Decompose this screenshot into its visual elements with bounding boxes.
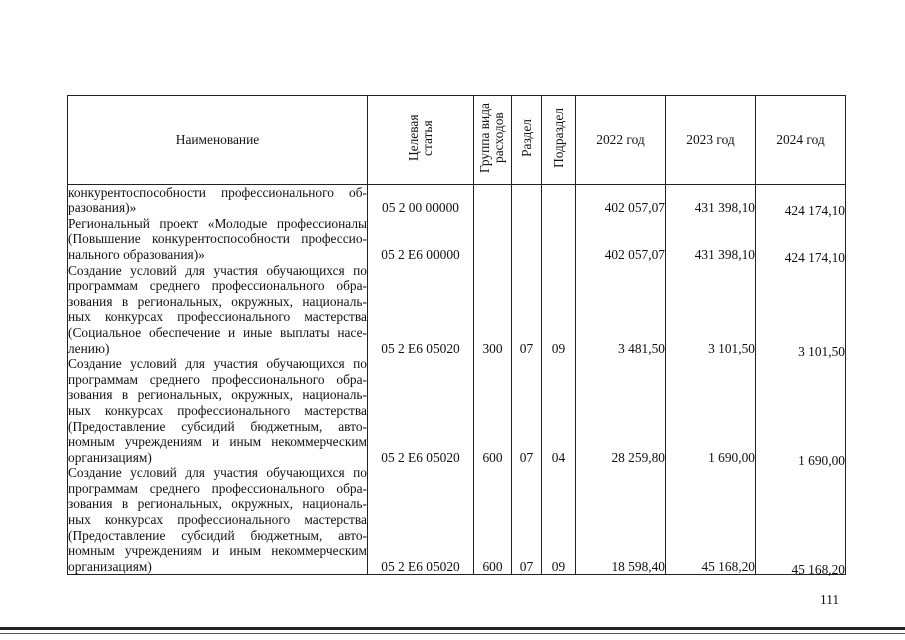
row-target-article [368, 184, 474, 216]
row-expense-group [474, 184, 512, 216]
header-expense-group [474, 96, 512, 185]
row-amount-2022 [576, 465, 666, 575]
header-name: Наименование [68, 96, 368, 185]
row-name-line: программам среднего профессионального обра- [68, 278, 367, 294]
bottom-scan-edge-thin [0, 633, 905, 634]
row-amount-2024-value: 424 174,10 [784, 249, 845, 265]
row-target-article-value: 05 2 E6 00000 [381, 246, 460, 262]
row-section-value: 07 [519, 449, 534, 465]
row-target-article [368, 216, 474, 263]
table-row [68, 216, 846, 263]
row-name-line: нального образования)» [68, 246, 205, 262]
row-amount-2023-value: 1 690,00 [708, 449, 755, 465]
row-name-line: ных конкурсах профессионального мастерства [68, 512, 367, 528]
header-subsection [542, 96, 576, 185]
row-name [68, 465, 368, 575]
row-name-line: номным учреждениям и иным некоммерческим [68, 543, 367, 559]
row-name-line: зования в региональных, окружных, националь- [68, 496, 367, 512]
row-amount-2023 [666, 263, 756, 357]
row-name-line: разования)» [68, 200, 137, 216]
row-name-line: зования в региональных, окружных, националь- [68, 293, 367, 309]
row-amount-2024 [756, 465, 846, 575]
row-target-article-value: 05 2 E6 05020 [381, 558, 460, 574]
header-2024: 2024 год [756, 96, 846, 185]
row-target-article [368, 263, 474, 357]
row-section [512, 216, 542, 263]
row-section [512, 184, 542, 216]
row-expense-group [474, 216, 512, 263]
row-name-line: программам среднего профессионального обра- [68, 371, 367, 387]
row-amount-2024-value: 424 174,10 [784, 203, 845, 219]
row-expense-group [474, 465, 512, 575]
row-expense-group-value: 300 [482, 340, 503, 356]
row-target-article-value: 05 2 E6 05020 [381, 340, 460, 356]
table-row [68, 184, 846, 216]
row-name-line: (Повышение конкурентоспособности профессио- [68, 231, 367, 247]
row-amount-2023 [666, 465, 756, 575]
row-name-line: (Предоставление субсидий бюджетным, авто- [68, 418, 367, 434]
row-name-line: программам среднего профессионального обра- [68, 480, 367, 496]
row-amount-2023-value: 45 168,20 [701, 558, 755, 574]
row-amount-2023 [666, 216, 756, 263]
row-section [512, 465, 542, 575]
row-amount-2024 [756, 356, 846, 468]
page-number: 111 [820, 592, 840, 607]
row-name-line: номным учреждениям и иным некоммерческим [68, 434, 367, 450]
row-amount-2023-value: 3 101,50 [708, 340, 755, 356]
row-name [68, 184, 368, 216]
row-subsection [542, 263, 576, 357]
row-subsection [542, 356, 576, 465]
row-subsection [542, 465, 576, 575]
row-subsection-value: 04 [551, 449, 566, 465]
row-name-line: Создание условий для участия обучающихся по [68, 465, 367, 481]
row-target-article [368, 465, 474, 575]
row-subsection-value: 09 [551, 558, 566, 574]
row-amount-2024-value: 1 690,00 [798, 452, 845, 468]
row-name [68, 263, 368, 357]
row-target-article-value: 05 2 E6 05020 [381, 449, 460, 465]
row-name-line: ных конкурсах профессионального мастерства [68, 402, 367, 418]
row-section-value: 07 [519, 558, 534, 574]
row-amount-2022-value: 402 057,07 [604, 200, 665, 216]
row-name [68, 356, 368, 465]
header-subsection-text: Подраздел [550, 108, 566, 168]
row-name-line: (Предоставление субсидий бюджетным, авто- [68, 527, 367, 543]
row-name-line: лению) [68, 340, 110, 356]
row-target-article-value: 05 2 00 00000 [382, 200, 459, 216]
row-amount-2024 [756, 263, 846, 357]
row-amount-2023-value: 431 398,10 [694, 246, 755, 262]
row-section [512, 263, 542, 357]
row-expense-group [474, 263, 512, 357]
row-subsection-value: 09 [551, 340, 566, 356]
row-name-line: конкурентоспособности профессионального об- [68, 184, 367, 200]
bottom-scan-edge [0, 627, 905, 630]
row-section [512, 356, 542, 465]
table-row [68, 465, 846, 575]
row-expense-group-value: 600 [482, 449, 503, 465]
row-amount-2024 [756, 184, 846, 219]
row-name [68, 216, 368, 263]
row-amount-2022-value: 3 481,50 [618, 340, 665, 356]
row-amount-2023-value: 431 398,10 [694, 200, 755, 216]
row-subsection [542, 184, 576, 216]
row-amount-2022 [576, 184, 666, 216]
row-amount-2022-value: 402 057,07 [604, 246, 665, 262]
header-2023: 2023 год [666, 96, 756, 185]
row-amount-2023 [666, 356, 756, 465]
row-amount-2024-value: 45 168,20 [791, 561, 845, 577]
header-section [512, 96, 542, 185]
row-amount-2022-value: 28 259,80 [611, 449, 665, 465]
row-expense-group [474, 356, 512, 465]
row-amount-2024 [756, 216, 846, 263]
row-name-line: организациям) [68, 558, 152, 574]
header-expense-group-text: Группа вида расходов [476, 103, 506, 173]
row-amount-2022 [576, 263, 666, 357]
row-name-line: Создание условий для участия обучающихся по [68, 356, 367, 372]
row-amount-2022 [576, 216, 666, 263]
row-name-line: (Социальное обеспечение и иные выплаты насе- [68, 324, 367, 340]
row-target-article [368, 356, 474, 465]
row-name-line: Создание условий для участия обучающихся по [68, 262, 367, 278]
table-body [68, 184, 846, 575]
row-name-line: организациям) [68, 449, 152, 465]
row-name-line: ных конкурсах профессионального мастерства [68, 309, 367, 325]
row-amount-2022-value: 18 598,40 [611, 558, 665, 574]
row-name-line: Региональный проект «Молодые профессионалы [68, 215, 367, 231]
header-2022: 2022 год [576, 96, 666, 185]
header-target-article-text: Целевая статья [405, 114, 435, 162]
row-section-value: 07 [519, 340, 534, 356]
table-row [68, 356, 846, 465]
header-section-text: Раздел [518, 119, 534, 157]
header-target-article [368, 96, 474, 185]
row-expense-group-value: 600 [482, 558, 503, 574]
row-amount-2022 [576, 356, 666, 465]
row-amount-2024-value: 3 101,50 [798, 343, 845, 359]
table-row [68, 263, 846, 357]
row-amount-2023 [666, 184, 756, 216]
budget-table [67, 95, 846, 575]
table-header-row [68, 96, 846, 185]
row-subsection [542, 216, 576, 263]
row-name-line: зования в региональных, окружных, националь- [68, 387, 367, 403]
